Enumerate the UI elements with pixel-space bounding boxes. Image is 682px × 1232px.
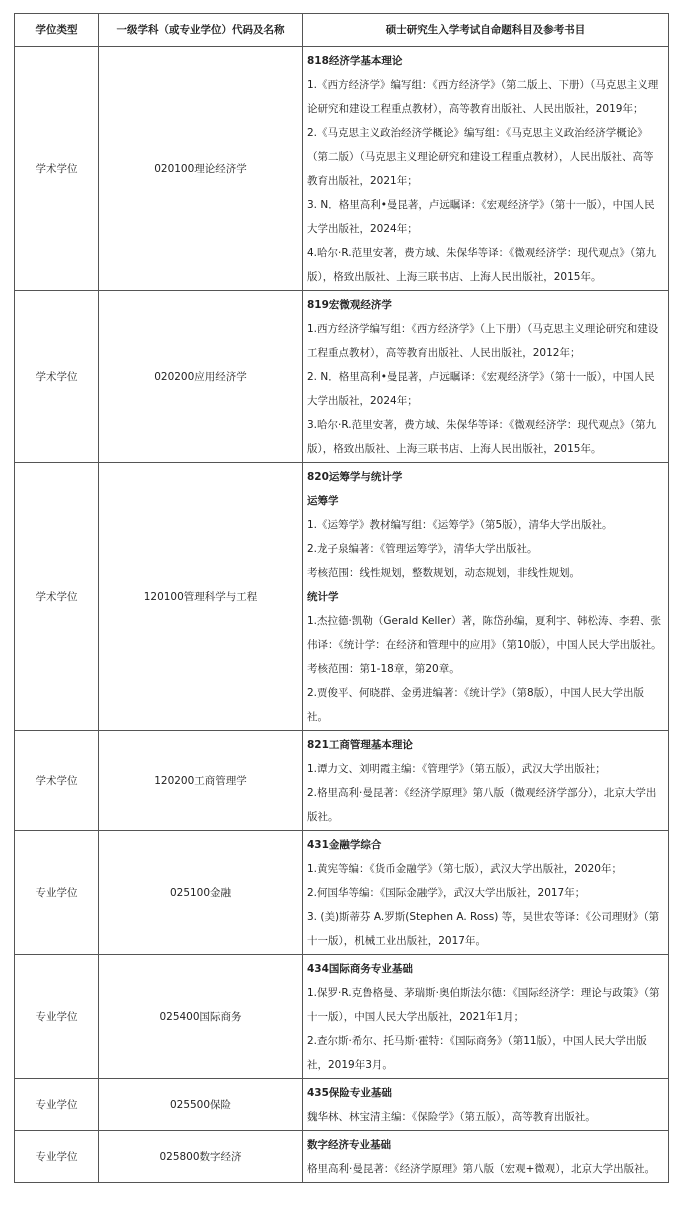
- reference-item: 2. N．格里高利•曼昆著，卢远瞩译：《宏观经济学》（第十一版），中国人民大学出版社，2024年；: [307, 371, 655, 407]
- degree-type-cell: 专业学位: [15, 955, 99, 1079]
- header-row: [15, 14, 669, 47]
- subject-detail-cell: [303, 291, 669, 463]
- exam-subject-title: 818经济学基本理论: [307, 55, 403, 67]
- exam-subject-title: 821工商管理基本理论: [307, 739, 413, 751]
- table-row: [15, 47, 669, 291]
- header-subjects-references: 硕士研究生入学考试自命题科目及参考书目: [303, 14, 669, 47]
- exam-subject-title: 431金融学综合: [307, 839, 382, 851]
- reference-item: 2.格里高利·曼昆著：《经济学原理》第八版（微观经济学部分），北京大学出版社。: [307, 787, 657, 823]
- section-heading: 统计学: [307, 591, 339, 603]
- reference-item: 1.《运筹学》教材编写组：《运筹学》（第5版），清华大学出版社。: [307, 519, 613, 531]
- reference-item: 3. (美)斯蒂芬 A.罗斯(Stephen A. Ross) 等，吴世农等译：《公司理财》（第十一版），机械工业出版社，2017年。: [307, 911, 660, 947]
- degree-type-cell: 专业学位: [15, 831, 99, 955]
- page: [14, 13, 668, 1183]
- exam-subject-title: 数字经济专业基础: [307, 1139, 391, 1151]
- discipline-code-cell: 025100金融: [99, 831, 303, 955]
- degree-type-cell: 学术学位: [15, 463, 99, 731]
- reference-item: 4.哈尔·R.范里安著，费方域、朱保华等译：《微观经济学：现代观点》（第九版），格致出版社、上海三联书店、上海人民出版社，2015年。: [307, 247, 657, 283]
- subject-detail-cell: [303, 47, 669, 291]
- reference-item: 1.《西方经济学》编写组：《西方经济学》（第二版上、下册）（马克思主义理论研究和建设工程重点教材），高等教育出版社、人民出版社，2019年；: [307, 79, 659, 115]
- reference-item: 1.谭力文、刘明霞主编：《管理学》（第五版），武汉大学出版社；: [307, 763, 606, 775]
- subject-detail-cell: [303, 463, 669, 731]
- exam-subjects-table: [14, 13, 669, 1183]
- table-row: [15, 1131, 669, 1183]
- table-row: [15, 463, 669, 731]
- discipline-code-cell: 120100管理科学与工程: [99, 463, 303, 731]
- reference-item: 2.查尔斯·希尔、托马斯·霍特：《国际商务》（第11版），中国人民大学出版社，2019年3月。: [307, 1035, 647, 1071]
- table-body: [15, 47, 669, 1183]
- reference-item: 格里高利·曼昆著：《经济学原理》第八版（宏观+微观），北京大学出版社。: [307, 1163, 656, 1175]
- discipline-code-cell: 025400国际商务: [99, 955, 303, 1079]
- degree-type-cell: 学术学位: [15, 47, 99, 291]
- table-row: [15, 731, 669, 831]
- discipline-code-cell: 020100理论经济学: [99, 47, 303, 291]
- exam-subject-title: 820运筹学与统计学: [307, 471, 403, 483]
- degree-type-cell: 学术学位: [15, 291, 99, 463]
- degree-type-cell: 专业学位: [15, 1079, 99, 1131]
- subject-detail-cell: [303, 955, 669, 1079]
- section-heading: 运筹学: [307, 495, 339, 507]
- discipline-code-cell: 120200工商管理学: [99, 731, 303, 831]
- degree-type-cell: 专业学位: [15, 1131, 99, 1183]
- header-discipline-code: 一级学科（或专业学位）代码及名称: [99, 14, 303, 47]
- degree-type-cell: 学术学位: [15, 731, 99, 831]
- subject-detail-cell: [303, 1079, 669, 1131]
- reference-item: 3. N．格里高利•曼昆著，卢远瞩译：《宏观经济学》（第十一版），中国人民大学出版社，2024年；: [307, 199, 655, 235]
- discipline-code-cell: 025800数字经济: [99, 1131, 303, 1183]
- subject-detail-cell: [303, 831, 669, 955]
- reference-item: 魏华林、林宝清主编：《保险学》（第五版），高等教育出版社。: [307, 1111, 596, 1123]
- reference-item: 1.保罗·R.克鲁格曼、茅瑞斯·奥伯斯法尔德：《国际经济学：理论与政策》（第十一版），中国人民大学出版社，2021年1月；: [307, 987, 660, 1023]
- reference-item: 考核范围：线性规划，整数规划，动态规划，非线性规划。: [307, 567, 580, 579]
- reference-item: 1.西方经济学编写组：《西方经济学》（上下册）（马克思主义理论研究和建设工程重点教材），高等教育出版社、人民出版社，2012年；: [307, 323, 659, 359]
- table-row: [15, 955, 669, 1079]
- exam-subject-title: 435保险专业基础: [307, 1087, 392, 1099]
- reference-item: 1.黄宪等编：《货币金融学》（第七版），武汉大学出版社，2020年；: [307, 863, 622, 875]
- reference-item: 2.龙子泉编著：《管理运筹学》，清华大学出版社。: [307, 543, 538, 555]
- reference-item: 1.杰拉德·凯勒（Gerald Keller）著，陈岱孙编，夏利宇、韩松涛、李碧、张伟译：《统计学：在经济和管理中的应用》（第10版），中国人民大学出版社。考核范围：第1-18章，第20章。: [307, 615, 662, 675]
- table-row: [15, 1079, 669, 1131]
- reference-item: 2.《马克思主义政治经济学概论》编写组：《马克思主义政治经济学概论》（第二版）（马克思主义理论研究和建设工程重点教材），人民出版社、高等教育出版社，2021年；: [307, 127, 654, 187]
- exam-subject-title: 434国际商务专业基础: [307, 963, 413, 975]
- exam-subject-title: 819宏微观经济学: [307, 299, 392, 311]
- table-row: [15, 291, 669, 463]
- reference-item: 3.哈尔·R.范里安著，费方域、朱保华等译：《微观经济学：现代观点》（第九版），格致出版社、上海三联书店、上海人民出版社，2015年。: [307, 419, 657, 455]
- reference-item: 2.何国华等编：《国际金融学》，武汉大学出版社，2017年；: [307, 887, 586, 899]
- discipline-code-cell: 025500保险: [99, 1079, 303, 1131]
- subject-detail-cell: [303, 1131, 669, 1183]
- header-degree-type: 学位类型: [15, 14, 99, 47]
- subject-detail-cell: [303, 731, 669, 831]
- table-row: [15, 831, 669, 955]
- reference-item: 2.贾俊平、何晓群、金勇进编著：《统计学》（第8版），中国人民大学出版社。: [307, 687, 644, 723]
- discipline-code-cell: 020200应用经济学: [99, 291, 303, 463]
